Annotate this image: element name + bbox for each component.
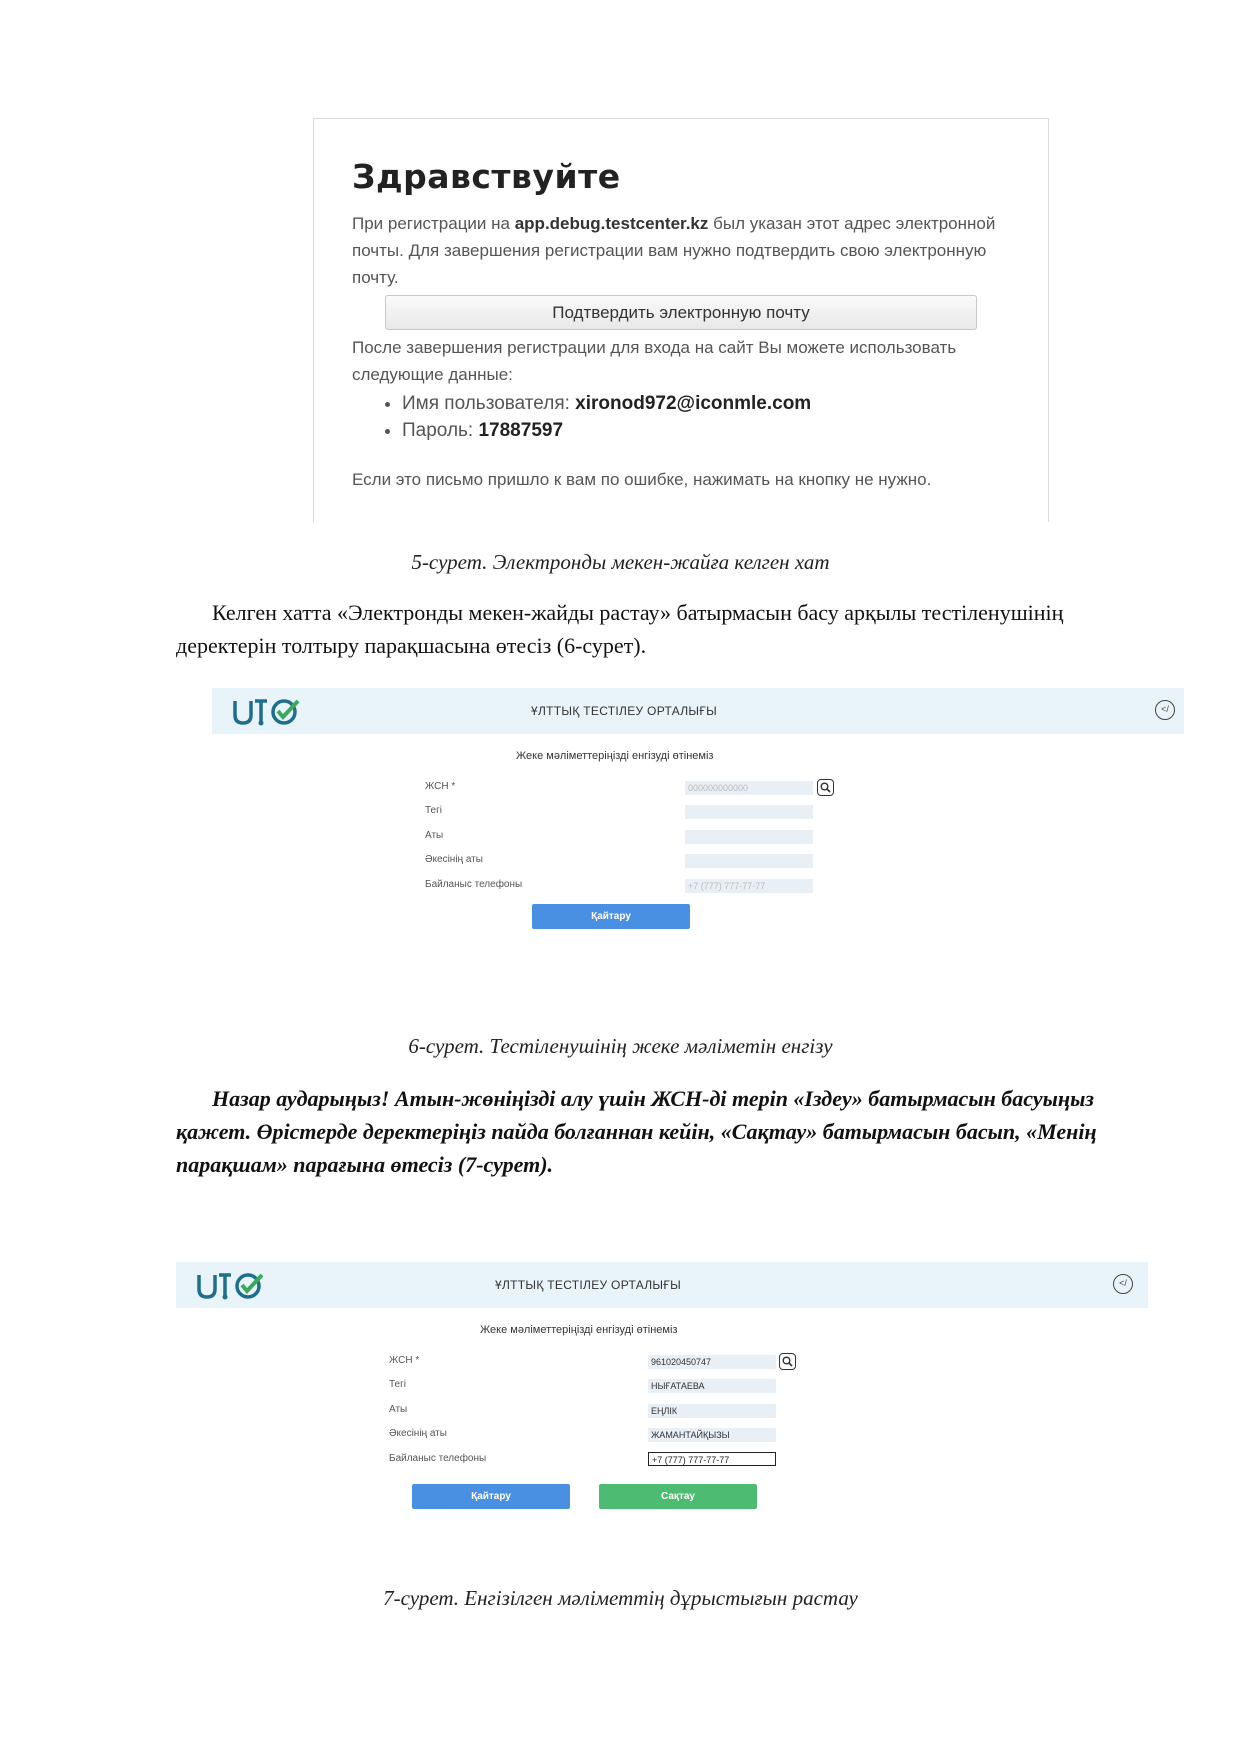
password-value: 17887597 (478, 420, 564, 441)
email-body (352, 157, 1032, 493)
email-intro: При регистрации на app.debug.testcenter.kz был указан этот адрес электронной почты. Для завершения регистрации вам нужно подтвердить свою электронную почту. (352, 214, 996, 287)
logout-icon[interactable]: </ (1113, 1274, 1133, 1294)
phone-input[interactable]: +7 (777) 777-77-77 (685, 879, 813, 893)
email-footer: Если это письмо пришло к вам по ошибке, нажимать на кнопку не нужно. (352, 470, 932, 489)
surname-input[interactable] (685, 805, 813, 819)
name-label: Аты (389, 1404, 408, 1415)
patronymic-input[interactable] (685, 854, 813, 868)
back-button[interactable]: Қайтару (412, 1484, 570, 1509)
phone-label: Байланыс телефоны (425, 879, 523, 890)
caption-fig7: 7-сурет. Енгізілген мәліметтің дұрыстығын растау (383, 1586, 858, 1610)
save-button[interactable]: Сақтау (599, 1484, 757, 1509)
patronymic-label: Әкесінің аты (389, 1428, 447, 1439)
search-icon (820, 782, 831, 793)
caption-fig5: 5-сурет. Электронды мекен-жайға келген хат (411, 550, 830, 574)
logout-icon[interactable]: </ (1155, 700, 1175, 720)
password-item: • Пароль: 17887597 (402, 417, 1032, 444)
phone-label: Байланыс телефоны (389, 1453, 487, 1464)
paragraph-2: Назар аударыңыз! Атын-жөніңізді алу үшін ЖСН-ді теріп «Іздеу» батырмасын басуыңыз қажет. Өрістерде деректеріңіз пайда болғаннан кейін, «Сақтау» батырмасын басып, «Менің парақшам» парағына өтесіз (7-сурет). (176, 1086, 1097, 1177)
iin-input[interactable]: 961020450747 (648, 1355, 776, 1369)
site-header (176, 1262, 1148, 1308)
search-icon (782, 1356, 793, 1367)
name-input[interactable] (685, 830, 813, 844)
back-button[interactable]: Қайтару (532, 904, 690, 929)
site-name: app.debug.testcenter.kz (514, 214, 709, 233)
phone-input[interactable]: +7 (777) 777-77-77 (648, 1452, 776, 1466)
search-button[interactable] (817, 779, 834, 796)
name-input[interactable]: ЕҢЛІК (648, 1404, 776, 1418)
form-screen-1 (212, 688, 1184, 938)
confirm-email-button[interactable]: Подтвердить электронную почту (385, 295, 977, 330)
site-header (212, 688, 1184, 734)
surname-input[interactable]: НЫҒАТАЕВА (648, 1379, 776, 1393)
site-title: ҰЛТТЫҚ ТЕСТІЛЕУ ОРТАЛЫҒЫ (531, 704, 718, 718)
patronymic-label: Әкесінің аты (425, 854, 483, 865)
iin-label: ЖСН * (425, 781, 456, 792)
email-screenshot (313, 118, 1049, 522)
email-after-text: После завершения регистрации для входа на сайт Вы можете использовать следующие данные: (352, 338, 957, 384)
paragraph-1: Келген хатта «Электронды мекен-жайды растау» батырмасын басу арқылы тестіленушінің деректерін толтыру парақшасына өтесіз (6-сурет). (176, 600, 1064, 658)
surname-label: Тегі (425, 805, 442, 816)
surname-label: Тегі (389, 1379, 406, 1390)
name-label: Аты (425, 830, 444, 841)
site-title: ҰЛТТЫҚ ТЕСТІЛЕУ ОРТАЛЫҒЫ (495, 1278, 682, 1292)
username-value: xironod972@iconmle.com (575, 393, 812, 414)
caption-fig6: 6-сурет. Тестіленушінің жеке мәліметін енгізу (408, 1034, 833, 1058)
form-screen-2 (176, 1262, 1148, 1512)
username-item: • Имя пользователя: xironod972@iconmle.com (402, 390, 1032, 417)
form-heading: Жеке мәліметтеріңізді енгізуді өтінеміз (480, 1324, 678, 1336)
patronymic-input[interactable]: ЖАМАНТАЙҚЫЗЫ (648, 1428, 776, 1442)
uto-logo-icon (232, 695, 300, 727)
credentials-list (352, 390, 1032, 444)
email-title: Здравствуйте (352, 157, 621, 196)
form-heading: Жеке мәліметтеріңізді енгізуді өтінеміз (516, 750, 714, 762)
iin-input[interactable]: 000000000000 (685, 781, 813, 795)
iin-label: ЖСН * (389, 1355, 420, 1366)
uto-logo-icon (196, 1269, 264, 1301)
search-button[interactable] (779, 1353, 796, 1370)
